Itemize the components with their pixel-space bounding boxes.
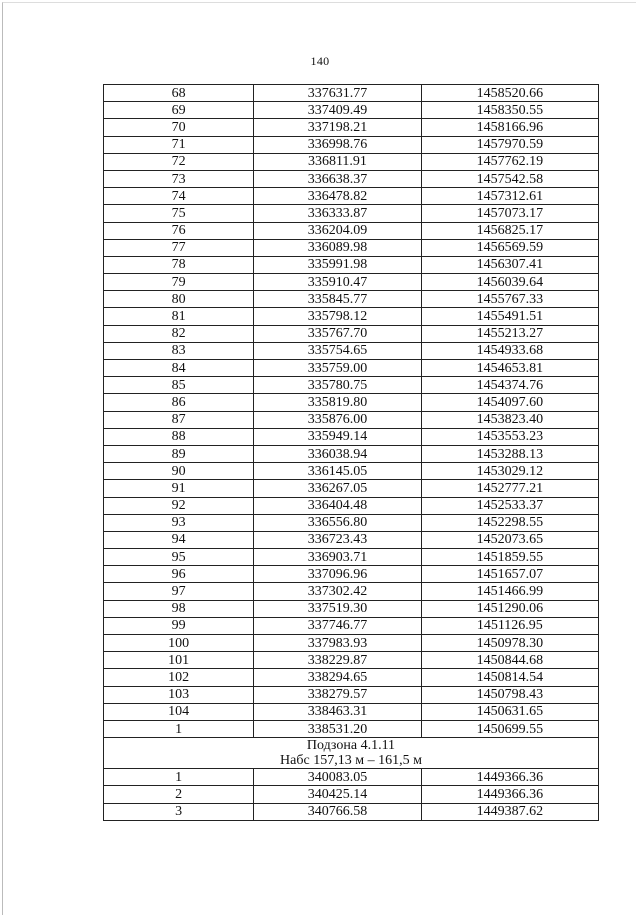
table-row: [104, 394, 599, 411]
y-coordinate-cell: 1457542.58: [421, 170, 598, 187]
coordinates-rows-after: [104, 769, 599, 821]
table-row: [104, 635, 599, 652]
point-number-cell: 85: [104, 377, 254, 394]
point-number-cell: 1: [104, 720, 254, 737]
point-number-cell: 69: [104, 102, 254, 119]
table-row: [104, 549, 599, 566]
x-coordinate-cell: 335876.00: [254, 411, 421, 428]
point-number-cell: 2: [104, 786, 254, 803]
point-number-cell: 68: [104, 85, 254, 102]
table-row: [104, 325, 599, 342]
x-coordinate-cell: 335759.00: [254, 360, 421, 377]
point-number-cell: 98: [104, 600, 254, 617]
table-row: [104, 239, 599, 256]
y-coordinate-cell: 1454374.76: [421, 377, 598, 394]
x-coordinate-cell: 335845.77: [254, 291, 421, 308]
table-row: [104, 803, 599, 820]
point-number-cell: 97: [104, 583, 254, 600]
y-coordinate-cell: 1457970.59: [421, 136, 598, 153]
y-coordinate-cell: 1452298.55: [421, 514, 598, 531]
table-row: [104, 256, 599, 273]
x-coordinate-cell: 336556.80: [254, 514, 421, 531]
table-row: [104, 669, 599, 686]
point-number-cell: 82: [104, 325, 254, 342]
x-coordinate-cell: 336145.05: [254, 463, 421, 480]
table-row: [104, 291, 599, 308]
y-coordinate-cell: 1450798.43: [421, 686, 598, 703]
point-number-cell: 103: [104, 686, 254, 703]
table-row: [104, 600, 599, 617]
y-coordinate-cell: 1457073.17: [421, 205, 598, 222]
x-coordinate-cell: 338463.31: [254, 703, 421, 720]
table-row: [104, 205, 599, 222]
x-coordinate-cell: 336638.37: [254, 170, 421, 187]
x-coordinate-cell: 337302.42: [254, 583, 421, 600]
y-coordinate-cell: 1458520.66: [421, 85, 598, 102]
point-number-cell: 72: [104, 153, 254, 170]
x-coordinate-cell: 336811.91: [254, 153, 421, 170]
point-number-cell: 78: [104, 256, 254, 273]
table-row: [104, 652, 599, 669]
point-number-cell: 75: [104, 205, 254, 222]
y-coordinate-cell: 1450631.65: [421, 703, 598, 720]
x-coordinate-cell: 336478.82: [254, 188, 421, 205]
table-row: [104, 188, 599, 205]
y-coordinate-cell: 1453029.12: [421, 463, 598, 480]
point-number-cell: 73: [104, 170, 254, 187]
y-coordinate-cell: 1453288.13: [421, 445, 598, 462]
page-number: 140: [310, 54, 330, 68]
point-number-cell: 93: [104, 514, 254, 531]
point-number-cell: 101: [104, 652, 254, 669]
point-number-cell: 79: [104, 274, 254, 291]
y-coordinate-cell: 1450844.68: [421, 652, 598, 669]
y-coordinate-cell: 1450978.30: [421, 635, 598, 652]
x-coordinate-cell: 340425.14: [254, 786, 421, 803]
x-coordinate-cell: 337198.21: [254, 119, 421, 136]
point-number-cell: 96: [104, 566, 254, 583]
y-coordinate-cell: 1450814.54: [421, 669, 598, 686]
table-row: [104, 136, 599, 153]
y-coordinate-cell: 1455767.33: [421, 291, 598, 308]
x-coordinate-cell: 335767.70: [254, 325, 421, 342]
point-number-cell: 3: [104, 803, 254, 820]
x-coordinate-cell: 338531.20: [254, 720, 421, 737]
y-coordinate-cell: 1449366.36: [421, 786, 598, 803]
x-coordinate-cell: 336723.43: [254, 531, 421, 548]
table-row: [104, 531, 599, 548]
point-number-cell: 89: [104, 445, 254, 462]
x-coordinate-cell: 336204.09: [254, 222, 421, 239]
y-coordinate-cell: 1453823.40: [421, 411, 598, 428]
x-coordinate-cell: 337746.77: [254, 617, 421, 634]
table-row: [104, 411, 599, 428]
y-coordinate-cell: 1454653.81: [421, 360, 598, 377]
x-coordinate-cell: 337519.30: [254, 600, 421, 617]
y-coordinate-cell: 1450699.55: [421, 720, 598, 737]
x-coordinate-cell: 335910.47: [254, 274, 421, 291]
point-number-cell: 80: [104, 291, 254, 308]
table-row: [104, 153, 599, 170]
table-row: [104, 102, 599, 119]
table-row: [104, 377, 599, 394]
y-coordinate-cell: 1452073.65: [421, 531, 598, 548]
point-number-cell: 99: [104, 617, 254, 634]
x-coordinate-cell: 337096.96: [254, 566, 421, 583]
point-number-cell: 81: [104, 308, 254, 325]
x-coordinate-cell: 336038.94: [254, 445, 421, 462]
subzone-height-range: Набс 157,13 м – 161,5 м: [280, 753, 422, 769]
y-coordinate-cell: 1455491.51: [421, 308, 598, 325]
table-row: [104, 786, 599, 803]
point-number-cell: 83: [104, 342, 254, 359]
x-coordinate-cell: 340766.58: [254, 803, 421, 820]
table-row: [104, 497, 599, 514]
subzone-heading-row: [104, 738, 599, 769]
x-coordinate-cell: 335949.14: [254, 428, 421, 445]
point-number-cell: 91: [104, 480, 254, 497]
y-coordinate-cell: 1454933.68: [421, 342, 598, 359]
point-number-cell: 104: [104, 703, 254, 720]
coordinates-table: [103, 84, 599, 821]
table-row: [104, 583, 599, 600]
point-number-cell: 102: [104, 669, 254, 686]
table-row: [104, 463, 599, 480]
table-row: [104, 170, 599, 187]
x-coordinate-cell: 340083.05: [254, 769, 421, 786]
x-coordinate-cell: 335754.65: [254, 342, 421, 359]
y-coordinate-cell: 1457762.19: [421, 153, 598, 170]
y-coordinate-cell: 1456039.64: [421, 274, 598, 291]
y-coordinate-cell: 1456307.41: [421, 256, 598, 273]
table-row: [104, 428, 599, 445]
x-coordinate-cell: 335798.12: [254, 308, 421, 325]
point-number-cell: 71: [104, 136, 254, 153]
x-coordinate-cell: 337631.77: [254, 85, 421, 102]
subzone-heading-cell: [104, 738, 599, 769]
table-row: [104, 480, 599, 497]
point-number-cell: 88: [104, 428, 254, 445]
table-row: [104, 769, 599, 786]
table-row: [104, 119, 599, 136]
point-number-cell: 87: [104, 411, 254, 428]
subzone-heading-group: [104, 738, 599, 769]
y-coordinate-cell: 1451466.99: [421, 583, 598, 600]
point-number-cell: 86: [104, 394, 254, 411]
y-coordinate-cell: 1451859.55: [421, 549, 598, 566]
x-coordinate-cell: 338294.65: [254, 669, 421, 686]
y-coordinate-cell: 1451657.07: [421, 566, 598, 583]
table-row: [104, 85, 599, 102]
point-number-cell: 92: [104, 497, 254, 514]
point-number-cell: 94: [104, 531, 254, 548]
y-coordinate-cell: 1454097.60: [421, 394, 598, 411]
point-number-cell: 77: [104, 239, 254, 256]
x-coordinate-cell: 336404.48: [254, 497, 421, 514]
x-coordinate-cell: 338279.57: [254, 686, 421, 703]
x-coordinate-cell: 338229.87: [254, 652, 421, 669]
y-coordinate-cell: 1451126.95: [421, 617, 598, 634]
point-number-cell: 90: [104, 463, 254, 480]
table-row: [104, 617, 599, 634]
x-coordinate-cell: 336333.87: [254, 205, 421, 222]
x-coordinate-cell: 335819.80: [254, 394, 421, 411]
x-coordinate-cell: 336998.76: [254, 136, 421, 153]
x-coordinate-cell: 337409.49: [254, 102, 421, 119]
table-row: [104, 308, 599, 325]
point-number-cell: 1: [104, 769, 254, 786]
y-coordinate-cell: 1456569.59: [421, 239, 598, 256]
point-number-cell: 95: [104, 549, 254, 566]
y-coordinate-cell: 1449366.36: [421, 769, 598, 786]
table-row: [104, 342, 599, 359]
point-number-cell: 70: [104, 119, 254, 136]
table-row: [104, 720, 599, 737]
point-number-cell: 100: [104, 635, 254, 652]
point-number-cell: 76: [104, 222, 254, 239]
x-coordinate-cell: 335780.75: [254, 377, 421, 394]
table-row: [104, 445, 599, 462]
y-coordinate-cell: 1458350.55: [421, 102, 598, 119]
x-coordinate-cell: 336089.98: [254, 239, 421, 256]
y-coordinate-cell: 1457312.61: [421, 188, 598, 205]
coordinates-rows-before: [104, 85, 599, 738]
y-coordinate-cell: 1452533.37: [421, 497, 598, 514]
x-coordinate-cell: 335991.98: [254, 256, 421, 273]
y-coordinate-cell: 1455213.27: [421, 325, 598, 342]
y-coordinate-cell: 1449387.62: [421, 803, 598, 820]
point-number-cell: 74: [104, 188, 254, 205]
table-row: [104, 222, 599, 239]
subzone-title: Подзона 4.1.11: [306, 738, 396, 754]
table-row: [104, 274, 599, 291]
table-row: [104, 703, 599, 720]
x-coordinate-cell: 336267.05: [254, 480, 421, 497]
point-number-cell: 84: [104, 360, 254, 377]
x-coordinate-cell: 337983.93: [254, 635, 421, 652]
table-row: [104, 514, 599, 531]
y-coordinate-cell: 1452777.21: [421, 480, 598, 497]
y-coordinate-cell: 1456825.17: [421, 222, 598, 239]
y-coordinate-cell: 1451290.06: [421, 600, 598, 617]
table-row: [104, 360, 599, 377]
table-row: [104, 686, 599, 703]
table-row: [104, 566, 599, 583]
y-coordinate-cell: 1453553.23: [421, 428, 598, 445]
x-coordinate-cell: 336903.71: [254, 549, 421, 566]
y-coordinate-cell: 1458166.96: [421, 119, 598, 136]
